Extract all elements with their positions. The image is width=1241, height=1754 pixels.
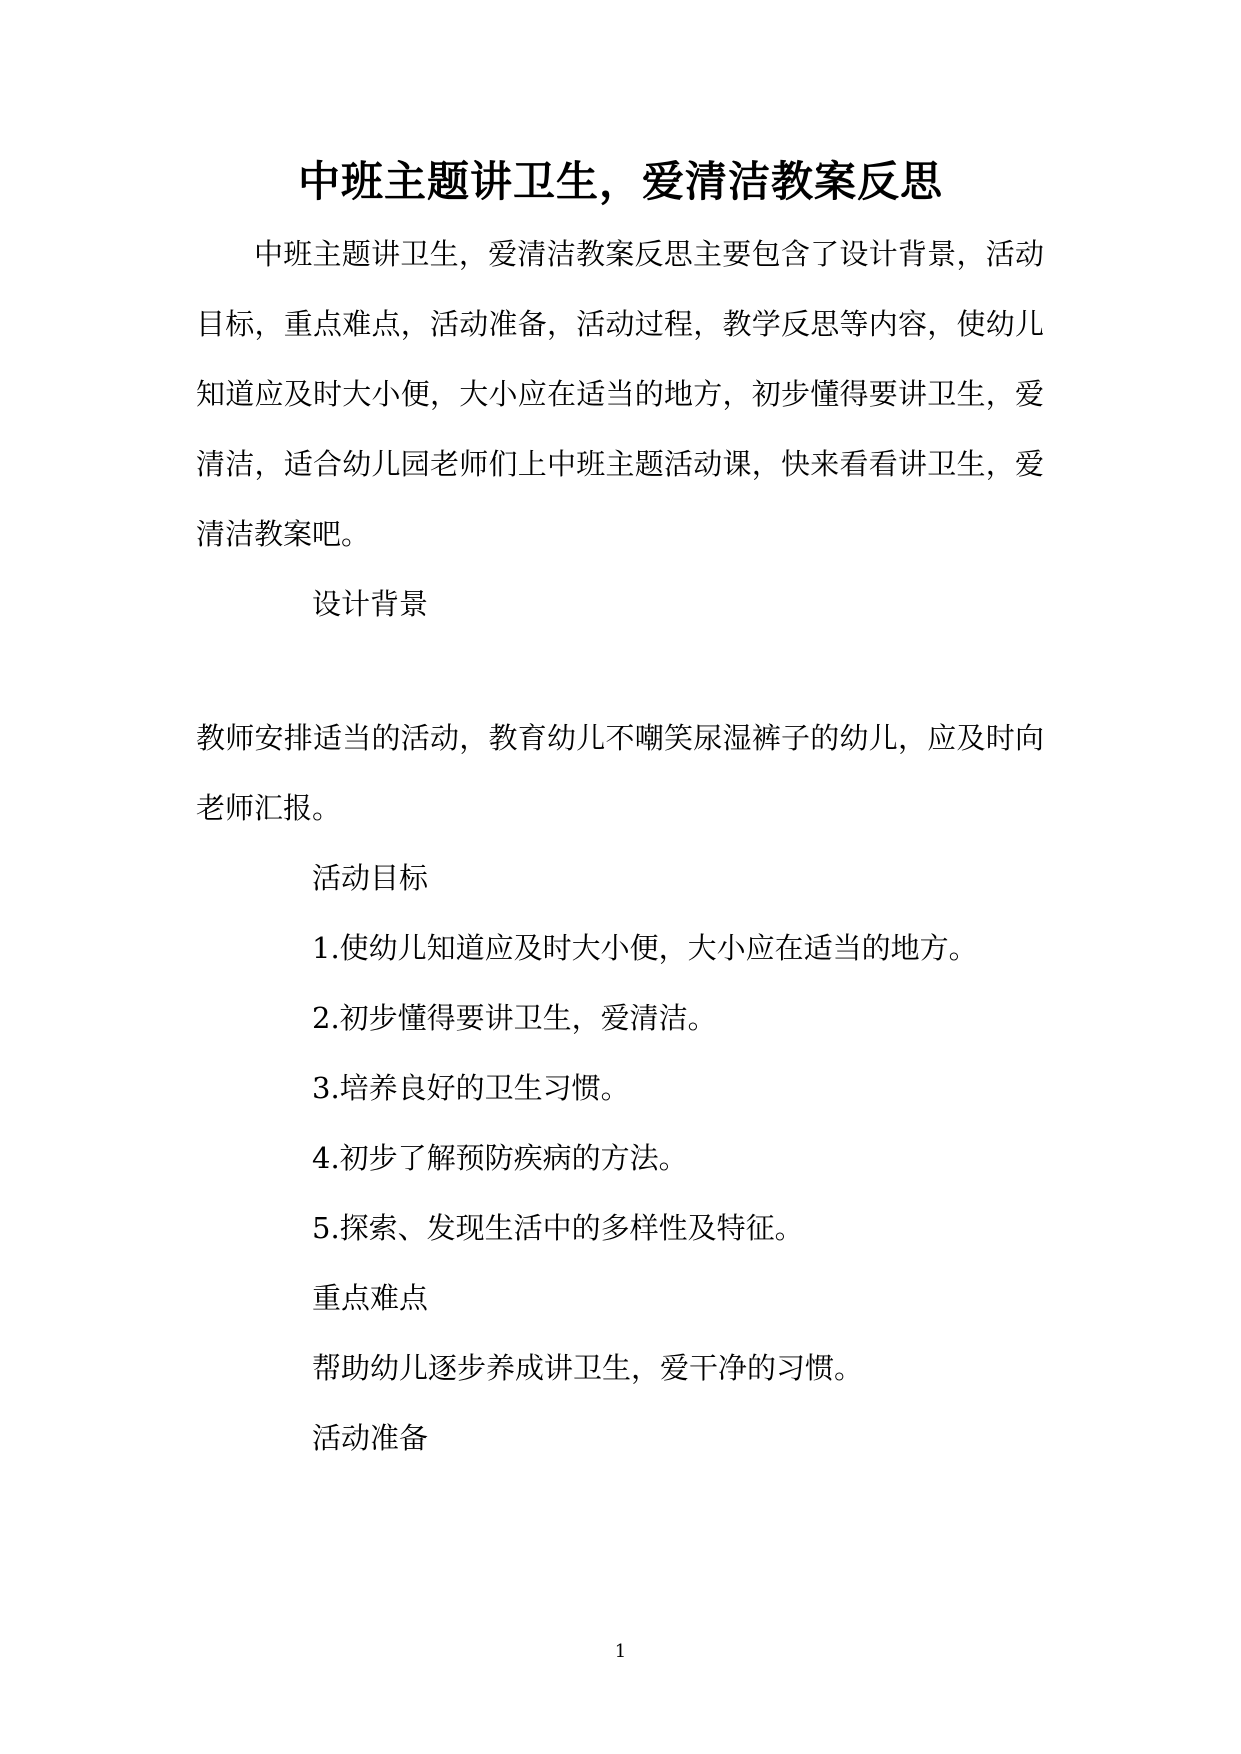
goal-item-3: 3.培养良好的卫生习惯。 — [312, 1071, 630, 1105]
page-number: 1 — [614, 1641, 627, 1662]
intro-line-4: 清洁，适合幼儿园老师们上中班主题活动课，快来看看讲卫生，爱 — [196, 447, 1044, 481]
key-points-text: 帮助幼儿逐步养成讲卫生，爱干净的习惯。 — [312, 1351, 864, 1385]
section-heading-design-background: 设计背景 — [312, 587, 429, 621]
section-heading-preparation: 活动准备 — [312, 1421, 429, 1455]
intro-line-3: 知道应及时大小便，大小应在适当的地方，初步懂得要讲卫生，爱 — [196, 377, 1044, 411]
goal-item-4: 4.初步了解预防疾病的方法。 — [312, 1141, 688, 1175]
goal-item-2: 2.初步懂得要讲卫生，爱清洁。 — [312, 1001, 717, 1035]
design-background-line-2: 老师汇报。 — [196, 791, 342, 825]
section-heading-key-points: 重点难点 — [312, 1281, 429, 1315]
section-heading-goals: 活动目标 — [312, 861, 429, 895]
goal-item-5: 5.探索、发现生活中的多样性及特征。 — [312, 1211, 804, 1245]
intro-line-2: 目标，重点难点，活动准备，活动过程，教学反思等内容，使幼儿 — [196, 307, 1044, 341]
goal-item-1: 1.使幼儿知道应及时大小便，大小应在适当的地方。 — [312, 931, 978, 965]
design-background-line-1: 教师安排适当的活动，教育幼儿不嘲笑尿湿裤子的幼儿，应及时向 — [196, 721, 1044, 755]
intro-line-1: 中班主题讲卫生，爱清洁教案反思主要包含了设计背景，活动 — [254, 237, 1044, 271]
document-title: 中班主题讲卫生，爱清洁教案反思 — [297, 157, 943, 206]
intro-line-5: 清洁教案吧。 — [196, 517, 371, 551]
